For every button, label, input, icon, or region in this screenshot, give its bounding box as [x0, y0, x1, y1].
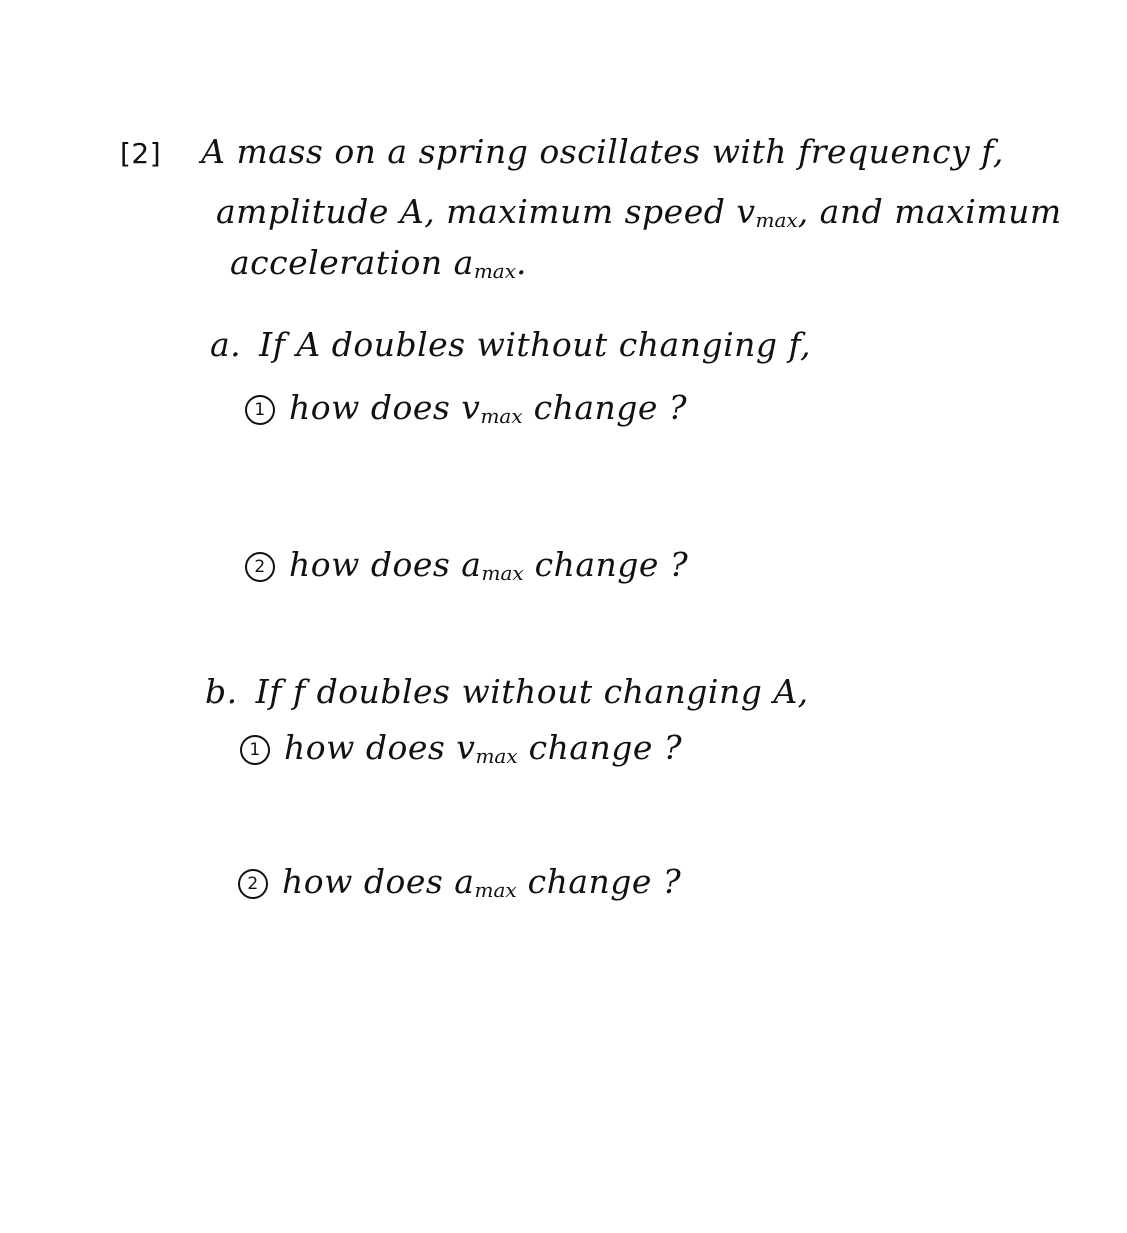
- problem-intro-line-3: [230, 243, 527, 291]
- part-b-q1-prefix: how does v: [284, 728, 476, 767]
- problem-intro-line-2: [216, 192, 1062, 240]
- circled-number-icon: 2: [238, 869, 268, 899]
- problem-number: [2]: [120, 137, 162, 170]
- part-a-q1-sub: max: [480, 404, 523, 428]
- part-a-question-2: [245, 545, 688, 593]
- circled-number-icon: 1: [245, 395, 275, 425]
- part-b-q2-suffix: change ?: [516, 862, 682, 901]
- part-b-q2-prefix: how does a: [282, 862, 475, 901]
- part-a-q1-prefix: how does v: [289, 388, 481, 427]
- part-b-letter: b.: [205, 672, 238, 711]
- problem-intro-line-1: [120, 132, 1004, 174]
- part-b-question-2: [238, 862, 681, 910]
- part-b-question-1: [240, 728, 682, 776]
- intro-3-sub: max: [473, 259, 516, 283]
- intro-3-prefix: acceleration a: [230, 243, 474, 282]
- circled-number-icon: 2: [245, 552, 275, 582]
- circled-number-icon: 1: [240, 735, 270, 765]
- part-b-condition-text: If f doubles without changing A,: [255, 672, 809, 711]
- part-a-q2-suffix: change ?: [523, 545, 689, 584]
- part-a-q1-suffix: change ?: [522, 388, 688, 427]
- intro-2-prefix: amplitude A, maximum speed v: [216, 192, 756, 231]
- part-b-q1-suffix: change ?: [517, 728, 683, 767]
- part-b-q2-sub: max: [474, 878, 517, 902]
- part-a-question-1: [245, 388, 687, 436]
- intro-2-suffix: , and maximum: [797, 192, 1062, 231]
- problem-intro-text-1: A mass on a spring oscillates with frequency f,: [201, 132, 1004, 171]
- part-a-q2-sub: max: [481, 561, 524, 585]
- intro-2-sub: max: [755, 208, 798, 232]
- part-a-letter: a.: [210, 325, 242, 364]
- part-a-condition-text: If A doubles without changing f,: [259, 325, 812, 364]
- part-b-condition: [205, 672, 809, 712]
- part-a-q2-prefix: how does a: [289, 545, 482, 584]
- part-a-condition: [210, 325, 811, 365]
- part-b-q1-sub: max: [475, 744, 518, 768]
- intro-3-suffix: .: [515, 243, 527, 282]
